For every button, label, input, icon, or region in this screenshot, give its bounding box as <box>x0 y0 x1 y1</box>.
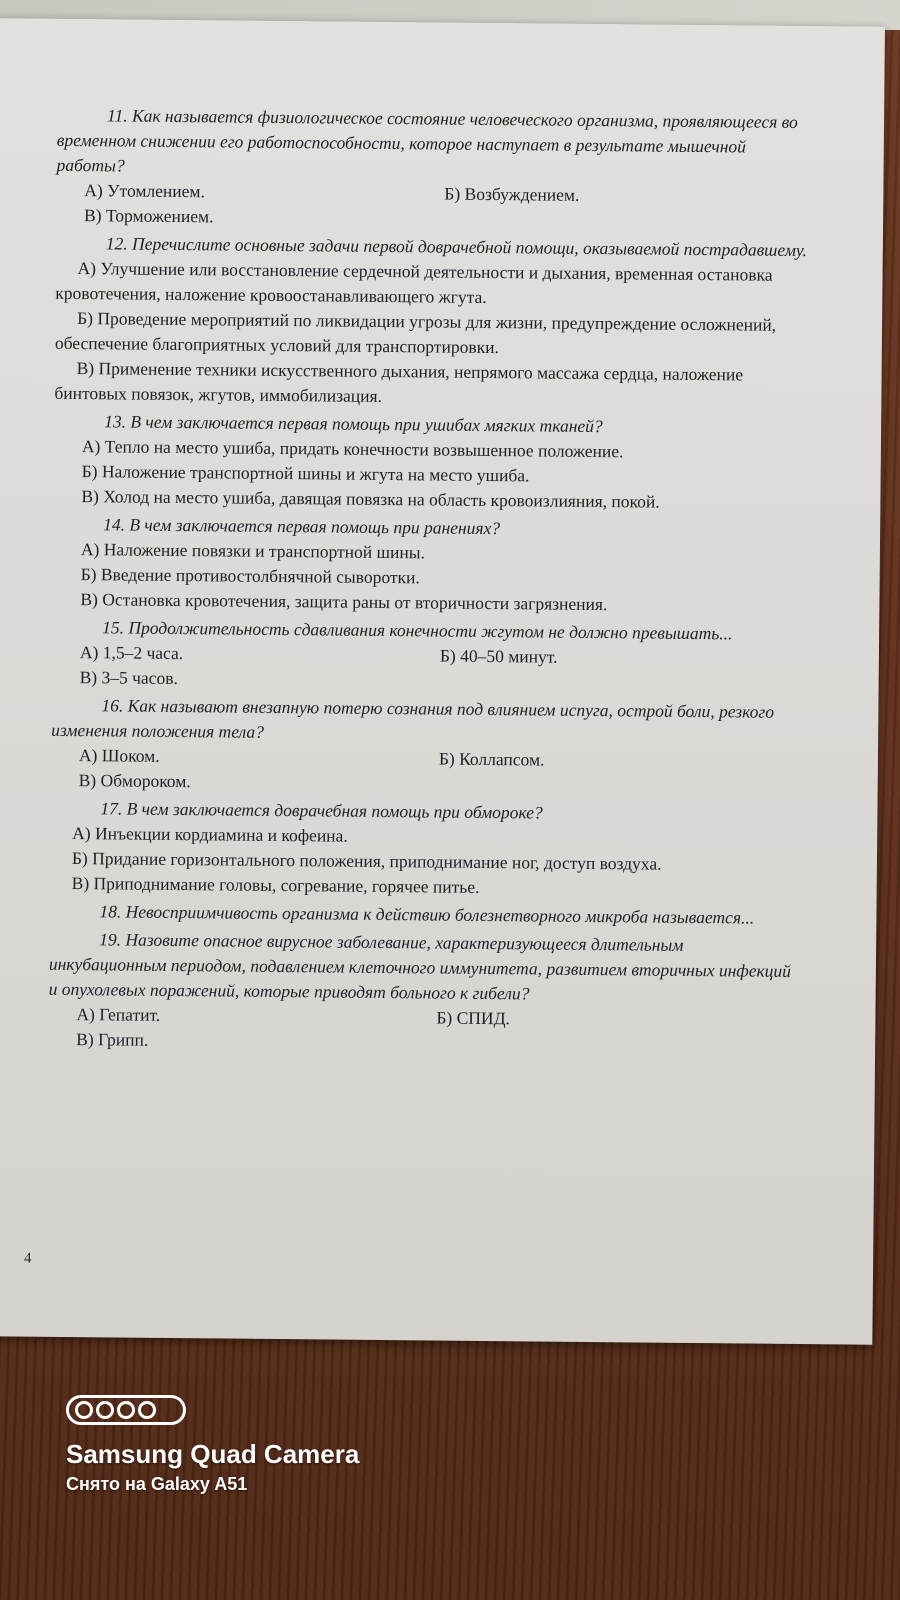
lens-circle <box>117 1401 135 1419</box>
answer-option: Б) Наложение транспортной шины и жгута на место ушиба. <box>81 461 530 486</box>
answer-option: В) Грипп. <box>76 1029 149 1050</box>
answer-option: А) Шоком. <box>78 745 160 766</box>
document-page <box>0 18 885 1345</box>
answer-option: А) Инъекции кордиамина и кофеина. <box>72 823 348 846</box>
answer-option: Б) Возбуждением. <box>444 183 580 205</box>
answer-option: В) Применение техники искусственного дыхания, непрямого массажа сердца, наложение бинтовых повязок, жгутов, иммобилизация. <box>54 358 744 406</box>
question-block <box>56 103 812 235</box>
question-text: 19. Назовите опасное вирусное заболевание, характеризующееся длительным инкубационным периодом, подавлением клеточного иммунитета, развитием вторичных инфекций и опухолевых поражений, которые приводят больного к гибели? <box>48 929 792 1004</box>
question-text: 13. В чем заключается первая помощь при ушибах мягких тканей? <box>104 411 603 437</box>
answer-option: В) Приподнимание головы, согревание, горячее питье. <box>71 873 480 897</box>
answer-option: Б) Коллапсом. <box>438 748 545 770</box>
page-number: 4 <box>24 1250 32 1267</box>
watermark-subtitle: Снято на Galaxy A51 <box>66 1474 248 1494</box>
answer-option: А) 1,5–2 часа. <box>79 642 184 664</box>
answer-option: А) Утомлением. <box>84 180 206 202</box>
quad-camera-icon <box>66 1395 186 1425</box>
question-text: 16. Как называют внезапную потерю сознания под влиянием испуга, острой боли, резкого изменения положения тела? <box>51 695 775 742</box>
answer-option: А) Гепатит. <box>76 1004 161 1025</box>
question-block <box>54 231 811 413</box>
question-text: 18. Невосприимчивость организма к действию болезнетворного микроба называется... <box>99 901 755 928</box>
answer-option: А) Наложение повязки и транспортной шины. <box>80 539 426 563</box>
question-text: 11. Как называется физиологическое состояние человеческого организма, проявляющееся во временном снижении его работоспособности, которое наступает в результате мышечной работы? <box>56 105 798 176</box>
question-block <box>50 796 806 903</box>
answer-option: Б) Проведение мероприятий по ликвидации угрозы для жизни, предупреждение осложнений, обеспечение благоприятных условий для транспортировки. <box>54 308 777 358</box>
question-block <box>52 512 808 619</box>
question-block <box>49 899 804 931</box>
answer-option: В) Холод на место ушиба, давящая повязка на область кровоизлияния, покой. <box>81 486 660 512</box>
question-text: 14. В чем заключается первая помощь при ранениях? <box>103 514 501 539</box>
lens-circle <box>96 1401 114 1419</box>
lens-circle <box>75 1401 93 1419</box>
answer-option: Б) СПИД. <box>436 1007 511 1029</box>
question-block <box>53 409 809 516</box>
questions-list <box>48 103 812 1062</box>
answer-option: А) Улучшение или восстановление сердечной деятельности и дыхания, временная остановка кровотечения, наложение кровоостанавливающего жгута. <box>55 258 773 307</box>
answer-option: В) Остановка кровотечения, защита раны от вторичности загрязнения. <box>80 589 608 615</box>
question-block <box>48 927 804 1059</box>
answer-option: В) 3–5 часов. <box>79 667 179 689</box>
watermark-title: Samsung Quad Camera <box>66 1439 360 1469</box>
question-text: 15. Продолжительность сдавливания конечности жгутом не должно превышать... <box>102 617 733 644</box>
answer-option: Б) Придание горизонтального положения, приподнимание ног, доступ воздуха. <box>71 848 662 874</box>
question-text: 12. Перечислите основные задачи первой доврачебной помощи, оказываемой пострадавшему. <box>105 233 808 261</box>
answer-option: Б) 40–50 минут. <box>439 645 558 667</box>
answer-option: А) Тепло на место ушиба, придать конечности возвышенное положение. <box>81 436 624 462</box>
camera-watermark <box>66 1395 359 1495</box>
question-text: 17. В чем заключается доврачебная помощь при обмороке? <box>100 798 543 823</box>
question-block <box>52 615 808 697</box>
question-block <box>51 693 807 800</box>
answer-option: В) Обмороком. <box>78 770 191 792</box>
answer-option: Б) Введение противостолбнячной сыворотки. <box>80 564 420 588</box>
answer-option: В) Торможением. <box>84 205 214 227</box>
lens-circle <box>138 1401 156 1419</box>
